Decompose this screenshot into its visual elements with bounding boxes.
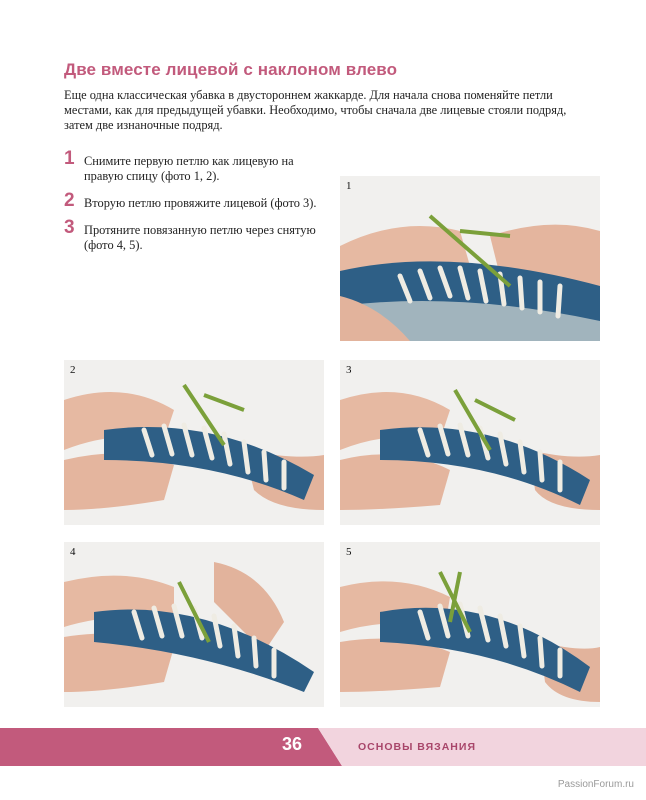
photo-2 [64,360,324,525]
photo-label: 5 [346,546,352,558]
page-number: 36 [281,734,303,754]
footer-shape [0,728,646,766]
step-2 [64,190,326,211]
step-text: Вторую петлю провяжите лицевой (фото 3). [84,196,317,210]
knitting-photo-illustration [340,360,600,525]
knitting-photo-illustration [64,360,324,525]
photo-label: 3 [346,364,352,376]
photo-1 [340,176,600,341]
footer-band [0,728,646,766]
knitting-photo-illustration [340,176,600,341]
step-3 [64,217,326,253]
section-title: ОСНОВЫ ВЯЗАНИЯ [358,741,476,753]
photo-3 [340,360,600,525]
intro-paragraph: Еще одна классическая убавка в двустороннем жаккарде. Для начала снова поменяйте петли местами, как для предыдущей убавки. Необходимо, чтобы сначала две лицевые стояли подряд, затем две изнаночные подряд. [64,88,567,132]
step-1 [64,148,326,184]
step-list [64,148,326,265]
photo-5 [340,542,600,707]
photo-label: 4 [70,546,76,558]
knitting-photo-illustration [64,542,324,707]
knitting-photo-illustration [340,542,600,707]
step-number: 1 [64,148,75,169]
step-text: Снимите первую петлю как лицевую на правую спицу (фото 1, 2). [84,154,294,183]
photo-4 [64,542,324,707]
step-number: 2 [64,190,75,211]
photo-label: 1 [346,180,352,192]
step-text: Протяните повязанную петлю через снятую (фото 4, 5). [84,223,316,252]
watermark: PassionForum.ru [557,779,634,790]
step-number: 3 [64,217,75,238]
page-title: Две вместе лицевой с наклоном влево [64,60,398,79]
photo-label: 2 [70,364,76,376]
